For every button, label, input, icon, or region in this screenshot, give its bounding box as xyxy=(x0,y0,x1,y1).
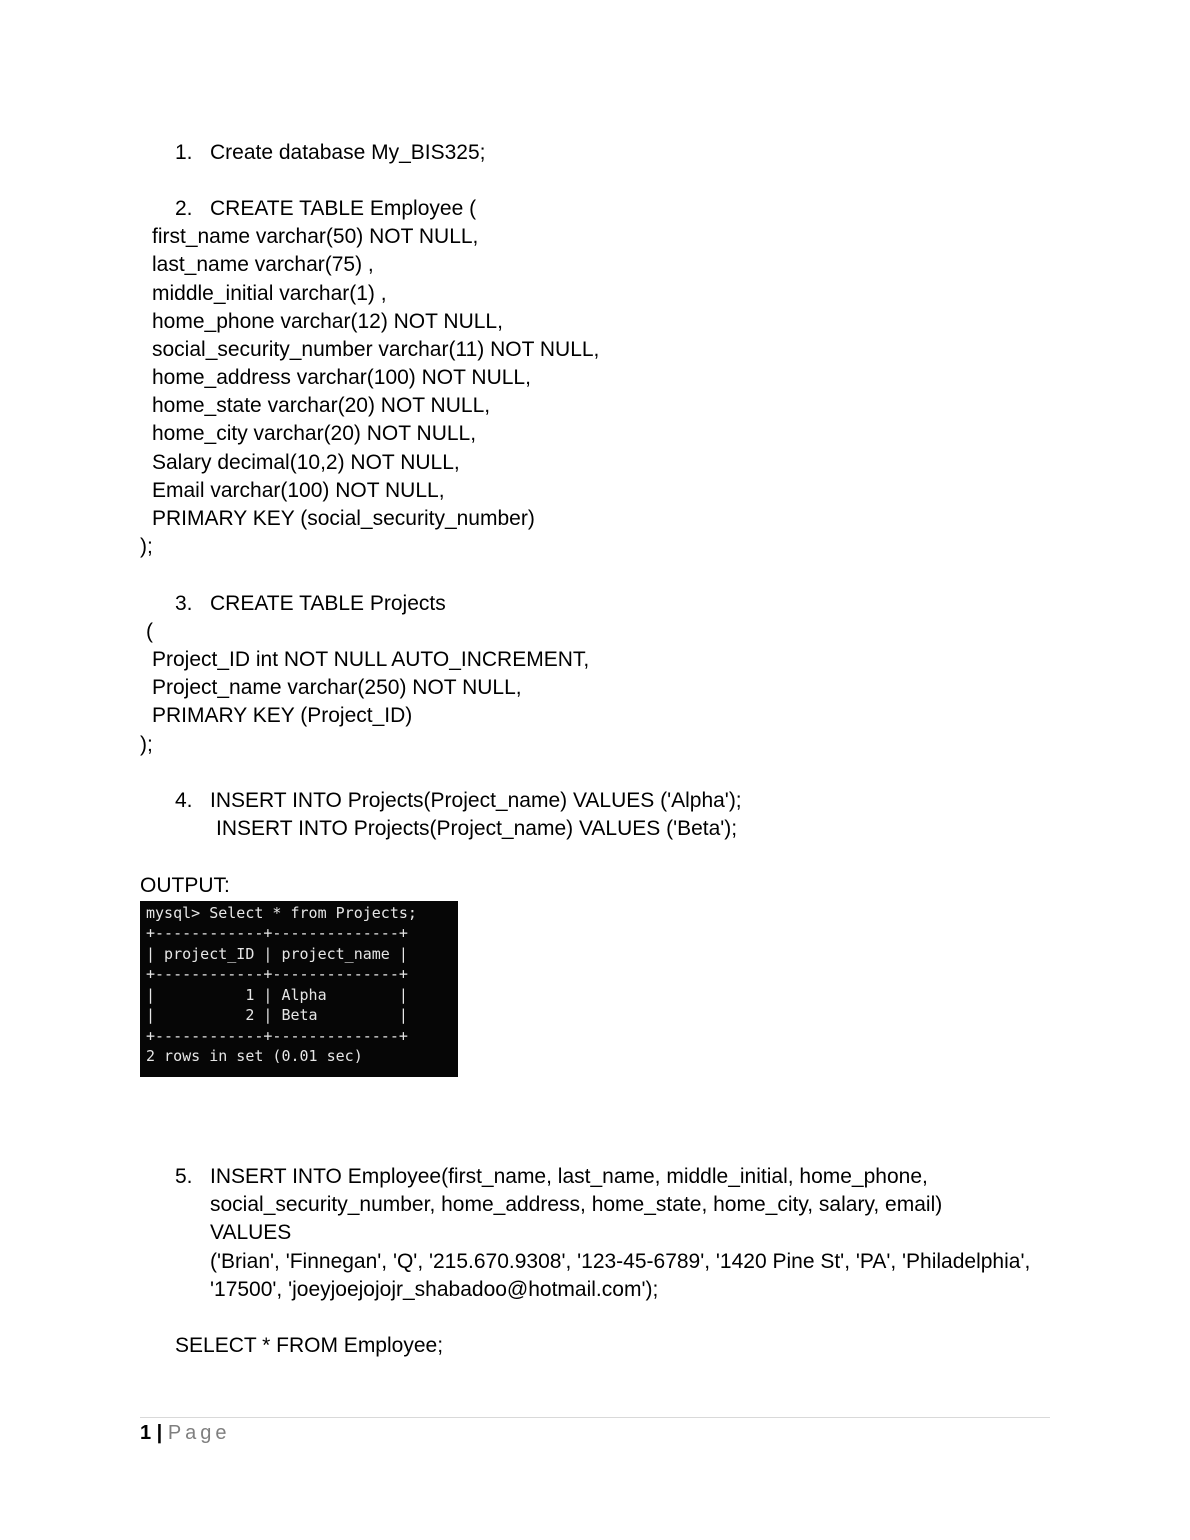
sql-insert-beta: INSERT INTO Projects(Project_name) VALUES ('Beta'); xyxy=(216,817,738,840)
terminal-line: | 2 | Beta | xyxy=(146,1006,408,1024)
employee-column-line: PRIMARY KEY (social_security_number) xyxy=(152,507,535,530)
employee-column-line: middle_initial varchar(1) , xyxy=(152,282,387,305)
terminal-screenshot xyxy=(140,901,458,1077)
list-number: 5. xyxy=(175,1165,193,1188)
projects-close-paren: ); xyxy=(140,733,153,756)
sql-insert-employee-line: ('Brian', 'Finnegan', 'Q', '215.670.9308', '123-45-6789', '1420 Pine St', 'PA', 'Philadelphia', xyxy=(210,1250,1031,1273)
employee-column-line: home_city varchar(20) NOT NULL, xyxy=(152,422,477,445)
employee-column-line: Salary decimal(10,2) NOT NULL, xyxy=(152,451,460,474)
projects-column-line: Project_ID int NOT NULL AUTO_INCREMENT, xyxy=(152,648,590,671)
employee-column-line: home_state varchar(20) NOT NULL, xyxy=(152,394,491,417)
footer-divider xyxy=(140,1417,1050,1418)
projects-column-line: PRIMARY KEY (Project_ID) xyxy=(152,704,413,727)
sql-insert-employee-line: VALUES xyxy=(210,1221,292,1244)
sql-create-employee-header: CREATE TABLE Employee ( xyxy=(210,197,477,220)
employee-column-line: home_address varchar(100) NOT NULL, xyxy=(152,366,531,389)
sql-insert-alpha: INSERT INTO Projects(Project_name) VALUES ('Alpha'); xyxy=(210,789,742,812)
sql-select-employee: SELECT * FROM Employee; xyxy=(175,1334,444,1357)
sql-insert-employee-line: INSERT INTO Employee(first_name, last_name, middle_initial, home_phone, xyxy=(210,1165,928,1188)
projects-column-line: Project_name varchar(250) NOT NULL, xyxy=(152,676,522,699)
employee-column-line: first_name varchar(50) NOT NULL, xyxy=(152,225,479,248)
sql-insert-employee-line: social_security_number, home_address, home_state, home_city, salary, email) xyxy=(210,1193,943,1216)
employee-column-line: last_name varchar(75) , xyxy=(152,253,374,276)
projects-open-paren: ( xyxy=(146,620,153,643)
page-number: 1 xyxy=(140,1422,152,1444)
sql-create-database: Create database My_BIS325; xyxy=(210,141,486,164)
list-number: 3. xyxy=(175,592,193,615)
terminal-line: +------------+--------------+ xyxy=(146,924,408,942)
sql-create-projects-header: CREATE TABLE Projects xyxy=(210,592,446,615)
page-word: Page xyxy=(167,1422,231,1444)
sql-insert-employee-line: '17500', 'joeyjoejojojr_shabadoo@hotmail.com'); xyxy=(210,1278,659,1301)
employee-column-line: home_phone varchar(12) NOT NULL, xyxy=(152,310,503,333)
page-separator: | xyxy=(151,1422,168,1444)
terminal-line: 2 rows in set (0.01 sec) xyxy=(146,1047,363,1065)
page-footer xyxy=(140,1420,231,1446)
employee-column-line: social_security_number varchar(11) NOT NULL, xyxy=(152,338,600,361)
terminal-line: +------------+--------------+ xyxy=(146,1027,408,1045)
terminal-line: | project_ID | project_name | xyxy=(146,945,408,963)
list-number: 2. xyxy=(175,197,193,220)
employee-column-line: Email varchar(100) NOT NULL, xyxy=(152,479,445,502)
terminal-line: | 1 | Alpha | xyxy=(146,986,408,1004)
employee-close-paren: ); xyxy=(140,535,153,558)
terminal-line: +------------+--------------+ xyxy=(146,965,408,983)
terminal-line: mysql> Select * from Projects; xyxy=(146,904,417,922)
list-number: 1. xyxy=(175,141,193,164)
output-label: OUTPUT: xyxy=(140,874,230,897)
list-number: 4. xyxy=(175,789,193,812)
